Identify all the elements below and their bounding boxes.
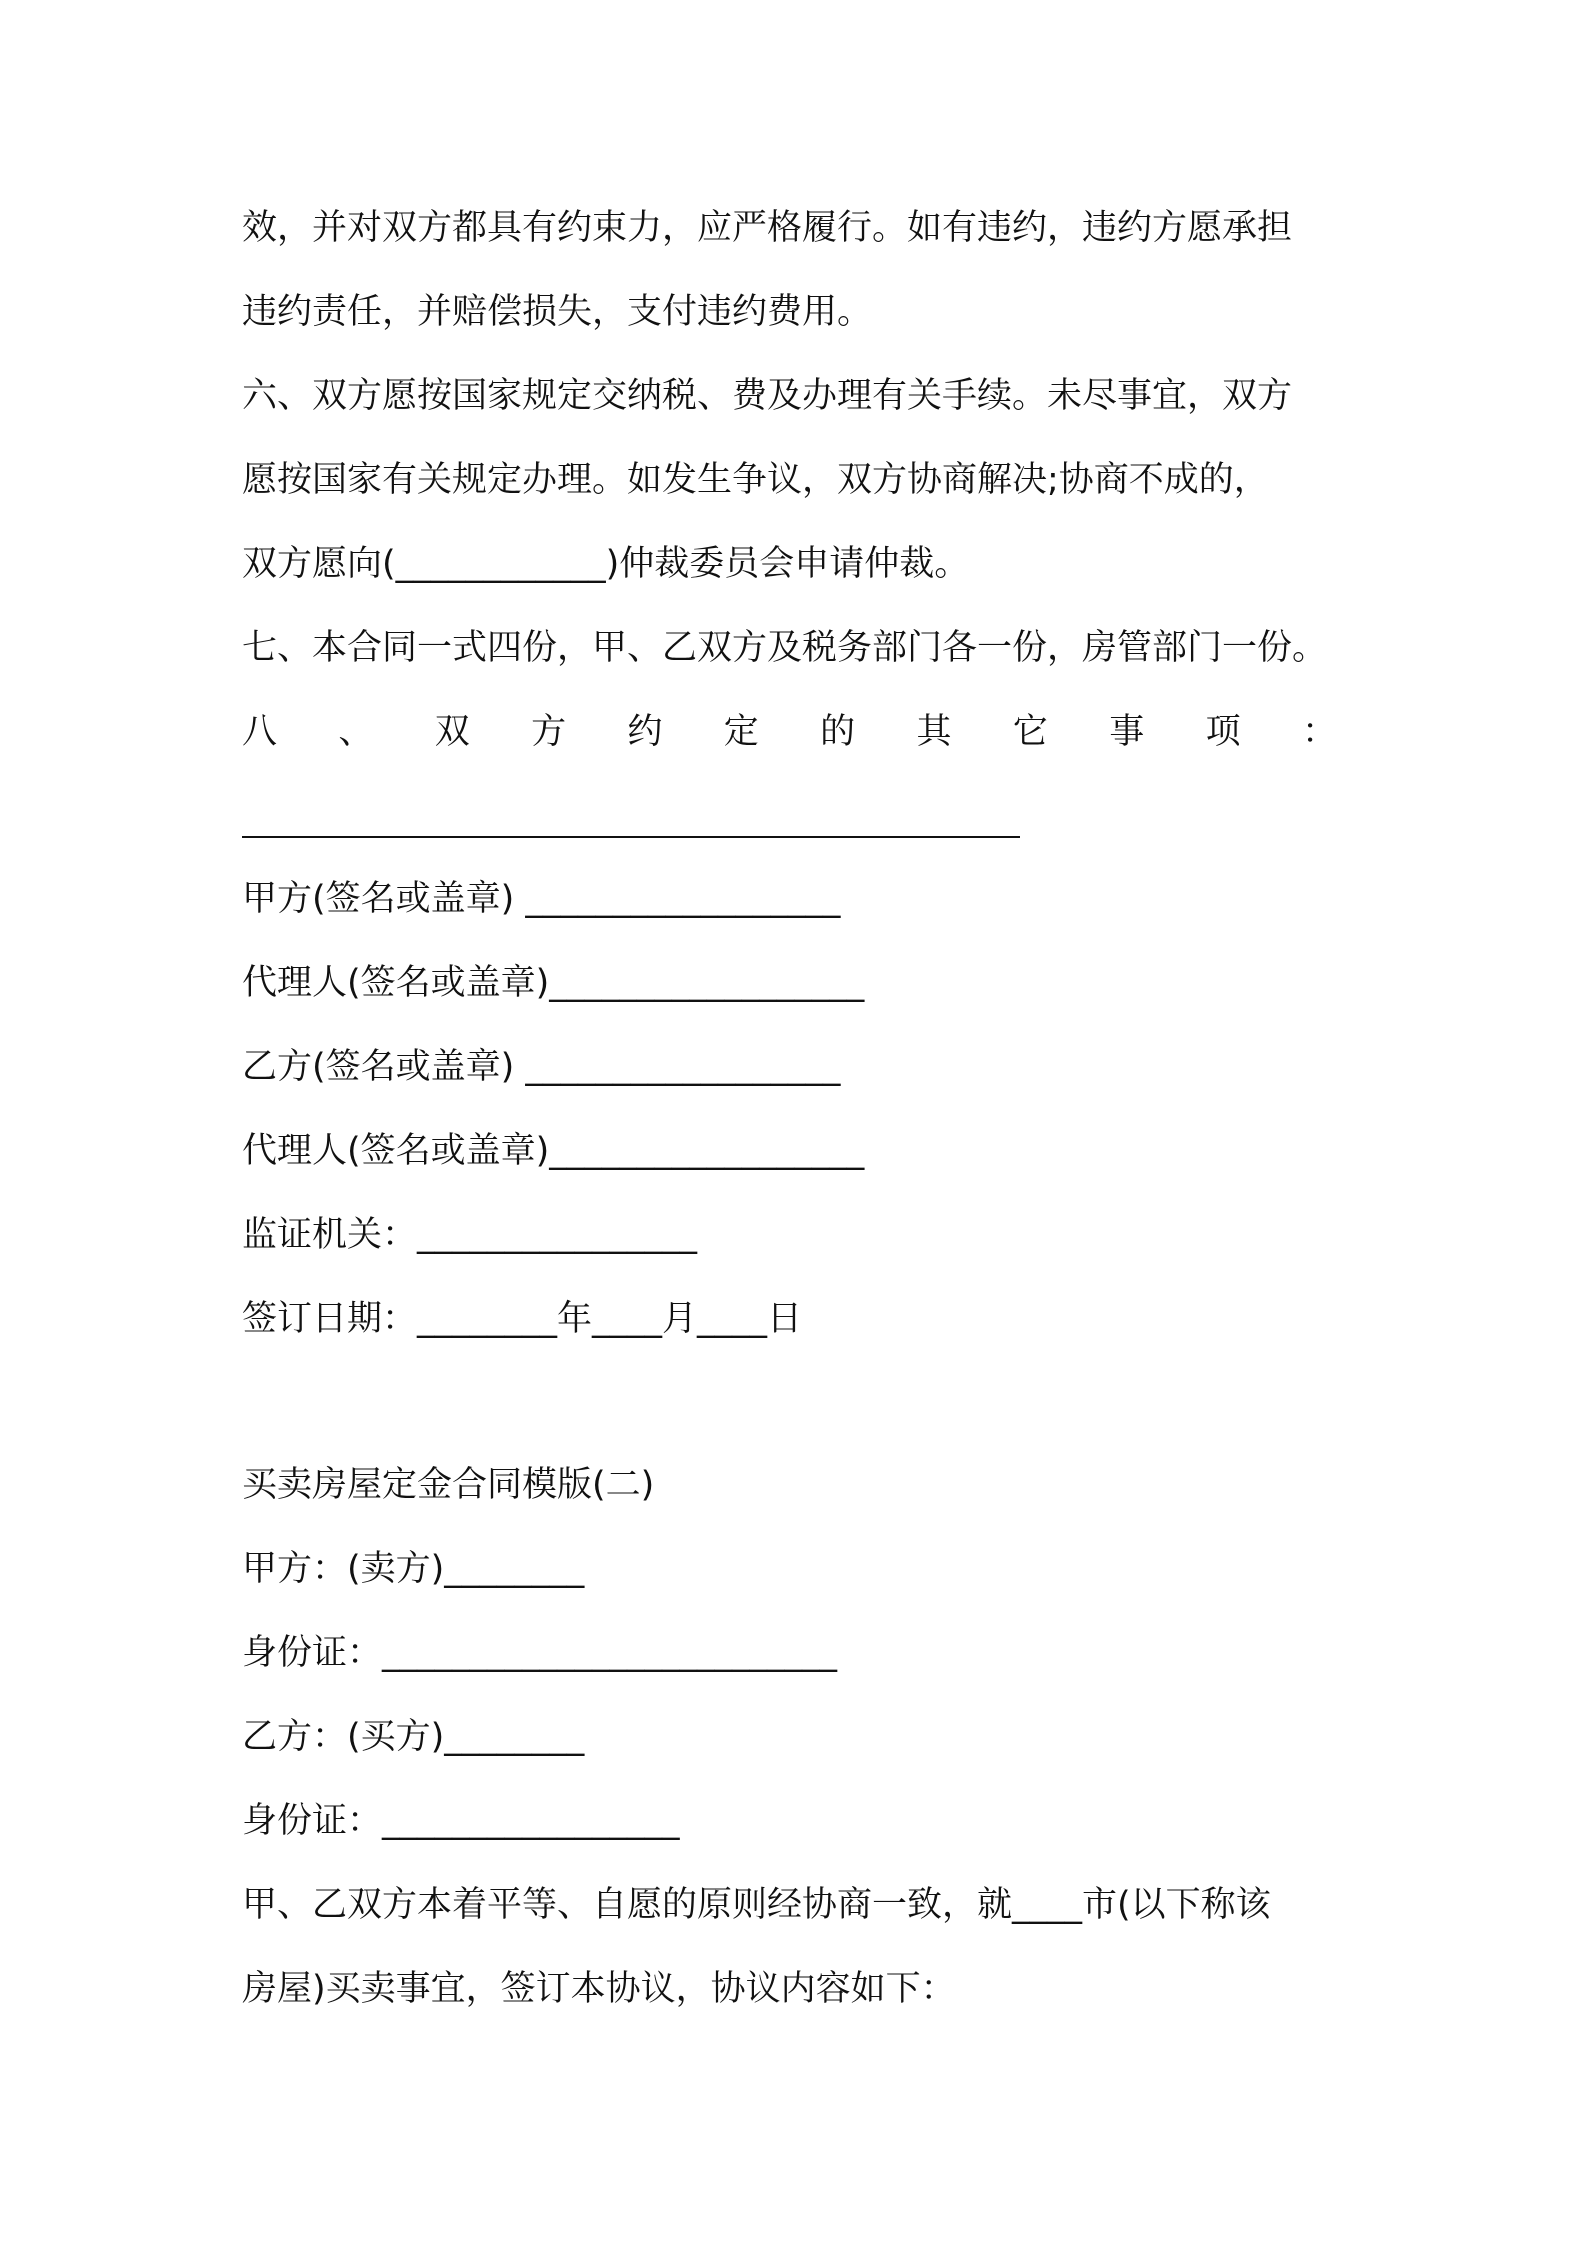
spread-char: 它	[1012, 712, 1048, 752]
spread-char: 双	[434, 712, 470, 752]
clause-eight-heading	[242, 710, 1337, 754]
signature-line: 代理人(签名或盖章)__________________	[242, 1131, 865, 1171]
spread-char: 八	[242, 712, 278, 752]
spread-char: 、	[338, 712, 374, 752]
paragraph-line: 甲、乙双方本着平等、自愿的原则经协商一致，就____市(以下称该	[242, 1885, 1271, 1925]
signature-line: 监证机关：________________	[242, 1215, 698, 1255]
party-line: 身份证：_________________	[242, 1801, 680, 1841]
paragraph-line: 愿按国家有关规定办理。如发生争议，双方协商解决;协商不成的，	[242, 460, 1269, 500]
signature-line: 代理人(签名或盖章)__________________	[242, 963, 865, 1003]
paragraph-line: 违约责任，并赔偿损失，支付违约费用。	[242, 292, 873, 332]
signature-line: 甲方(签名或盖章) __________________	[242, 879, 841, 919]
section-title: 买卖房屋定金合同模版(二)	[242, 1465, 655, 1505]
party-line: 甲方：(卖方)________	[242, 1549, 585, 1589]
paragraph-line: 双方愿向(____________)仲裁委员会申请仲裁。	[242, 544, 970, 584]
paragraph-line: 六、双方愿按国家规定交纳税、费及办理有关手续。未尽事宜，双方	[242, 376, 1293, 416]
spread-char: 事	[1109, 712, 1145, 752]
paragraph-line: 效，并对双方都具有约束力，应严格履行。如有违约，违约方愿承担	[242, 208, 1293, 248]
signature-line: 乙方(签名或盖章) __________________	[242, 1047, 841, 1087]
spread-char: 其	[916, 712, 952, 752]
spread-char: 约	[627, 712, 663, 752]
paragraph-line: 七、本合同一式四份，甲、乙双方及税务部门各一份，房管部门一份。	[242, 628, 1328, 668]
party-line: 身份证：__________________________	[242, 1633, 838, 1673]
spread-char: 方	[531, 712, 567, 752]
signature-line: 签订日期：________年____月____日	[242, 1299, 803, 1339]
spread-char: 定	[723, 712, 759, 752]
party-line: 乙方：(买方)________	[242, 1717, 585, 1757]
spread-char: ：	[1301, 712, 1337, 752]
paragraph-line: 房屋)买卖事宜，签订本协议，协议内容如下：	[242, 1969, 956, 2009]
spread-char: 的	[820, 712, 856, 752]
spread-char: 项	[1205, 712, 1241, 752]
blank-underline	[242, 836, 1020, 838]
